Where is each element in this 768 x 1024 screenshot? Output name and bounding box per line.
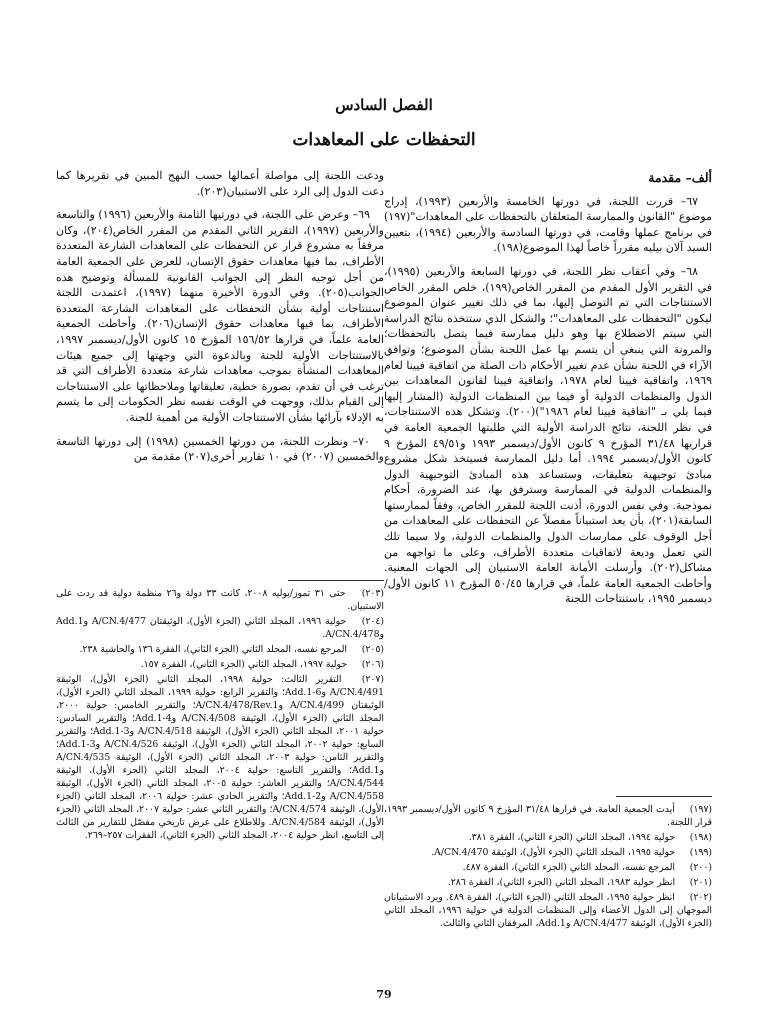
footnote-number: (١٩٨) bbox=[689, 832, 712, 843]
paragraph-continuation: ودعت اللجنة إلى مواصلة أعمالها حسب النهج المبين في تقريرها كما دعت الدول إلى الرد على الاستبيان(٢٠٣). bbox=[56, 169, 384, 198]
footnote-number: (٢٠٢) bbox=[689, 892, 712, 903]
footnote-number: (٢٠٠) bbox=[689, 862, 712, 873]
footnote bbox=[56, 673, 384, 842]
footnote-number: (٢٠٥) bbox=[361, 644, 384, 655]
footnote bbox=[56, 587, 384, 613]
left-column bbox=[56, 168, 384, 473]
footnote-text: المرجع نفسه، المجلد الثاني (الجزء الثاني)، الفقرة ٤٨٧. bbox=[462, 862, 676, 873]
paragraph-68: ٦٨– وفي أعقاب نظر اللجنة، في دورتها السابعة والأربعين (١٩٩٥)، في التقرير الأول المقدم من المقرر الخاص(١٩٩)، خلص المقرر الخاص الاستنتاجات التي تم التوصل إليها، بما في ذلك تغيير عنوان الموضوع ليكون "التحفظات على المعاهدات"؛ والشكل الذي ستتخذه نتائج الدراسة التي سيتم الاضطلاع بها وهو دليل ممارسة فيما يتصل بالتحفظات؛ والمرونة التي ينبغي أن يتسم بها عمل اللجنة بشأن الموضوع؛ وتوافق الآراء في اللجنة بشأن عدم تغيير الأحكام ذات الصلة من اتفاقية فيينا لعام ١٩٦٩، واتفاقية فيينا لعام ١٩٧٨، واتفاقية فيينا لقانون المعاهدات بين الدول والمنظمات الدولية أو فيما بين المنظمات الدولية (المشار إليها فيما يلي بـ "اتفاقية فيينا لعام ١٩٨٦")(٢٠٠). وتشكل هذه الاستنتاجات، في نظر اللجنة، نتائج الدراسة الأولية التي طلبتها الجمعية العامة في قراريها ٣١/٤٨ المؤرخ ٩ كانون الأول/ديسمبر ١٩٩٣ و٤٩/٥١ المؤرخ ٩ كانون الأول/ديسمبر ١٩٩٤. أما دليل الممارسة فسيتخذ شكل مشروع مبادئ توجيهية بتعليقات، وستساعد هذه المبادئ التوجيهية الدول والمنظمات الدولية في الممارسة وسترفق بها، عند الضرورة، أحكام نموذجية. وفي نفس الدورة، أذنت اللجنة للمقرر الخاص، وفقاً لممارستها السابقة(٢٠١)، بأن يعد استبياناً مفصلاً عن التحفظات على المعاهدات من أجل الوقوف على ممارسات الدول والمنظمات الدولية، ولا سيما تلك التي تعمل وديعة لاتفاقيات متعددة الأطراف، وعلى ما تواجهه من مشاكل(٢٠٢). وأرسلت الأمانة العامة الاستبيان إلى الجهات المعنية. وأحاطت الجمعية العامة علماً، في قرارها ٥٠/٤٥ المؤرخ ١١ كانون الأول/ديسمبر ١٩٩٥، باستنتاجات اللجنة bbox=[384, 264, 713, 606]
footnote-text: حولية ١٩٩٧، المجلد الثاني (الجزء الثاني)، الفقرة ١٥٧. bbox=[140, 659, 348, 670]
page-number: 79 bbox=[376, 988, 392, 1001]
footnote-text: التقرير الثالث: حولية ١٩٩٨، المجلد الثاني (الجزء الأول)، الوثيقة A/CN.4/491 وAdd.1-6؛ والتقرير الرابع: حولية ١٩٩٩، المجلد الثاني (الجزء الأول)، الوثيقتان A/CN.4/499 وA/CN.4/478/Rev.1؛ والتقرير الخامس: حولية ٢٠٠٠، المجلد الثاني (الجزء الأول)، الوثيقة A/CN.4/508 وAdd.1-4؛ والتقرير السادس: حولية ٢٠٠١، المجلد الثاني (الجزء الأول)، الوثيقة A/CN.4/518 وAdd.1-3؛ والتقرير السابع: حولية ٢٠٠٢، المجلد الثاني (الجزء الأول)، الوثيقة A/CN.4/526 وAdd.1-3؛ والتقرير الثامن: حولية ٢٠٠٣، المجلد الثاني (الجزء الأول)، الوثيقة A/CN.4/535 وAdd.1؛ والتقرير التاسع: حولية ٢٠٠٤، المجلد الثاني (الجزء الأول)، الوثيقة A/CN.4/544؛ والتقرير العاشر: حولية ٢٠٠٥، المجلد الثاني (الجزء الأول)، الوثيقة A/CN.4/558 وAdd.1-2؛ والتقرير الحادي عشر: حولية ٢٠٠٦، المجلد الثاني (الجزء الأول)، الوثيقة A/CN.4/574؛ والتقرير الثاني عشر: حولية ٢٠٠٧، المجلد الثاني (الجزء الأول)، الوثيقة A/CN.4/584. وللاطلاع على عرض تاريخي مفصّل للتقارير من الثالث إلى التاسع، انظر حولية ٢٠٠٤، المجلد الثاني (الجزء الثاني)، الفقرات ٢٥٧–٢٦٩. bbox=[56, 674, 384, 841]
footnote-number: (١٩٧) bbox=[689, 804, 712, 815]
footnote-number: (٢٠٣) bbox=[361, 588, 384, 599]
footnotes-left bbox=[56, 580, 384, 844]
footnote-text: حولية ١٩٩٤، المجلد الثاني (الجزء الثاني)، الفقرة ٣٨١. bbox=[468, 832, 676, 843]
footnote-rule bbox=[288, 580, 384, 581]
footnote bbox=[56, 643, 384, 656]
paragraph-70: ٧٠– ونظرت اللجنة، من دورتها الخمسين (١٩٩٨) إلى دورتها التاسعة والخمسين (٢٠٠٧) في ١٠ تقارير أخرى(٢٠٧) مقدمة من bbox=[56, 434, 384, 464]
footnote bbox=[56, 658, 384, 671]
footnote bbox=[384, 891, 712, 930]
footnote-text: انظر حولية ١٩٩٥، المجلد الثاني (الجزء الثاني)، الفقرة ٤٨٩. ويرد الاستبيانان الموجهان إلى الدول الأعضاء وإلى المنظمات الدولية في حولية ١٩٩٦، المجلد الثاني (الجزء الأول)، الوثيقة A/CN.4/477 وAdd.1، المرفقان الثاني والثالث. bbox=[384, 892, 712, 929]
footnote-text: المرجع نفسه، المجلد الثاني (الجزء الثاني)، الفقرة ١٣٦ والحاشية ٢٣٨. bbox=[79, 644, 348, 655]
footnote bbox=[56, 615, 384, 641]
footnote-text: أيدت الجمعية العامة، في قرارها ٣١/٤٨ المؤرخ ٩ كانون الأول/ديسمبر ١٩٩٣، قرار اللجنة. bbox=[384, 804, 712, 828]
footnote bbox=[384, 831, 712, 844]
chapter-heading: الفصل السادس bbox=[335, 96, 433, 114]
paragraph-67: ٦٧– قررت اللجنة، في دورتها الخامسة والأربعين (١٩٩٣)، إدراج موضوع "القانون والممارسة المتعلقان بالتحفظات على المعاهدات"(١٩٧) في برنامج عملها وقامت، في دورتها السادسة والأربعين (١٩٩٤)، بتعيين السيد آلان بيليه مقرراً خاصاً لهذا الموضوع(١٩٨). bbox=[384, 194, 712, 255]
paragraph-69: ٦٩– وعرض على اللجنة، في دورتيها الثامنة والأربعين (١٩٩٦) والتاسعة والأربعين (١٩٩٧)، التقرير الثاني المقدم من المقرر الخاص(٢٠٤)، وكان مرفقاً به مشروع قرار عن التحفظات على المعاهدات الشارعة المتعددة الأطراف، بما فيها معاهدات حقوق الإنسان، للعرض على الجمعية العامة من أجل توجيه النظر إلى الجوانب القانونية للمسألة وتوضيح هذه الجوانب(٢٠٥). وفي الدورة الأخيرة منهما (١٩٩٧)، اعتمدت اللجنة استنتاجات أولية بشأن التحفظات على المعاهدات الشارعة المتعددة الأطراف، بما فيها معاهدات حقوق الإنسان(٢٠٦). وأحاطت الجمعية العامة علماً، في قرارها ١٥٦/٥٢ المؤرخ ١٥ كانون الأول/ديسمبر ١٩٩٧، بالاستنتاجات الأولية للجنة وبالدعوة التي وجهتها إلى جميع هيئات المعاهدات المنشأة بموجب معاهدات شارعة متعددة الأطراف التي قد ترغب في أن تقدم، بصورة خطية، تعليقاتها وملاحظاتها على الاستنتاجات إلى القيام بذلك، ووجهت في الوقت نفسه نظر الحكومات إلى ما يتسم به الإدلاء بآرائها بشأن الاستنتاجات الأولية من أهمية للجنة. bbox=[56, 208, 385, 424]
footnote-number: (١٩٩) bbox=[689, 847, 712, 858]
footnote-number: (٢٠٤) bbox=[361, 616, 384, 627]
right-column bbox=[384, 168, 712, 615]
footnote-number: (٢٠٦) bbox=[361, 659, 384, 670]
footnote-number: (٢٠١) bbox=[689, 877, 712, 888]
footnote-rule bbox=[616, 796, 712, 797]
footnote-text: انظر حولية ١٩٨٣، المجلد الثاني (الجزء الثاني)، الفقرة ٢٨٦. bbox=[447, 877, 676, 888]
footnote-text: حولية ١٩٩٦، المجلد الثاني (الجزء الأول)، الوثيقتان A/CN.4/477 وAdd.1 وA/CN.4/478. bbox=[56, 616, 384, 640]
section-heading: ألف– مقدمة bbox=[648, 170, 712, 185]
footnote bbox=[384, 876, 712, 889]
footnote bbox=[384, 803, 712, 829]
footnote-text: حتى ٣١ تموز/يوليه ٢٠٠٨، كانت ٣٣ دولة و٢٦ منظمة دولية قد ردت على الاستبيان. bbox=[56, 588, 384, 612]
footnote bbox=[384, 846, 712, 859]
footnote bbox=[384, 861, 712, 874]
footnotes-right bbox=[384, 796, 712, 932]
footnote-text: حولية ١٩٩٥، المجلد الثاني (الجزء الأول)، الوثيقة A/CN.4/470. bbox=[431, 847, 676, 858]
footnote-number: (٢٠٧) bbox=[361, 674, 384, 685]
chapter-title: التحفظات على المعاهدات bbox=[292, 130, 476, 150]
